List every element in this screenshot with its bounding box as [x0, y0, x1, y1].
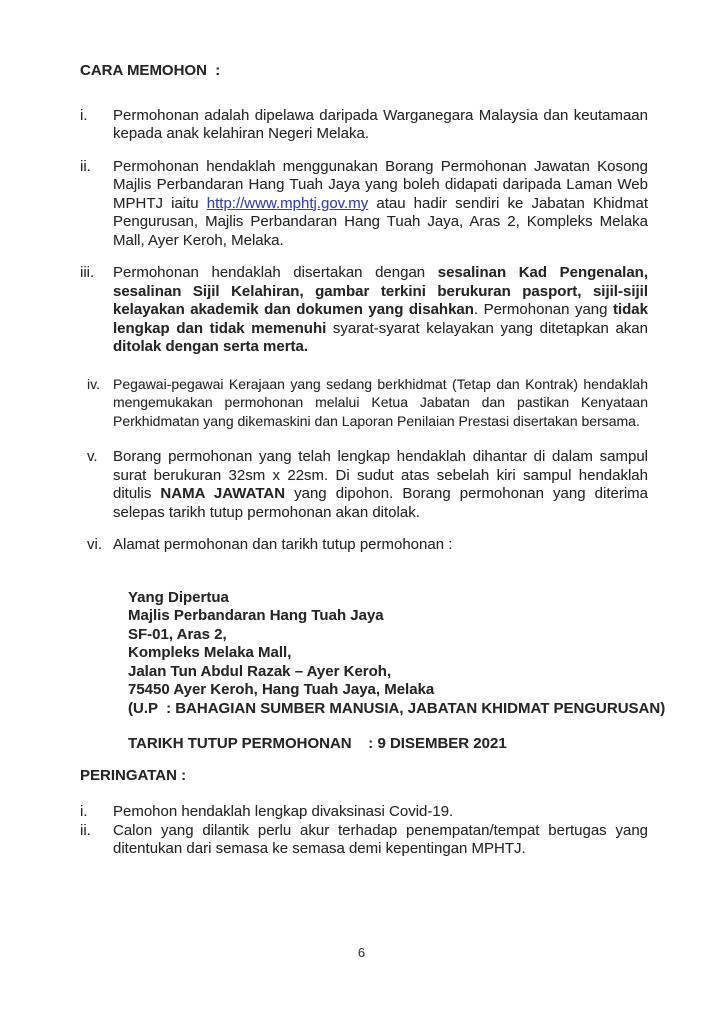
list-item-v: [80, 448, 648, 522]
address-line-city: 75450 Ayer Keroh, Hang Tuah Jaya, Melaka: [128, 681, 435, 698]
peringatan-item-ii: [80, 822, 648, 859]
list-item-text: Calon yang dilantik perlu akur terhadap penempatan/tempat bertugas yang ditentukan dari semasa ke semasa demi kepentingan MPHTJ.: [113, 821, 648, 857]
list-item-iii: [80, 264, 648, 357]
list-item-text: Pemohon hendaklah lengkap divaksinasi Covid-19.: [113, 803, 454, 820]
list-marker: ii.: [80, 821, 91, 839]
list-item-text: Permohonan adalah dipelawa daripada Warganegara Malaysia dan keutamaan kepada anak kelahiran Negeri Melaka.: [113, 106, 648, 142]
list-item-ii: [80, 158, 648, 251]
mphtj-website-link[interactable]: http://www.mphtj.gov.my: [206, 194, 369, 212]
page-number: 6: [357, 945, 366, 960]
list-marker: iv.: [87, 375, 100, 392]
address-line-unit: SF-01, Aras 2,: [128, 625, 227, 643]
address-line-attention: (U.P : BAHAGIAN SUMBER MANUSIA, JABATAN KHIDMAT PENGURUSAN): [128, 699, 666, 717]
list-item-iv: [80, 375, 648, 431]
cara-memohon-heading: CARA MEMOHON :: [80, 62, 221, 79]
document-content: [80, 62, 666, 859]
list-marker: ii.: [80, 157, 91, 175]
list-item-i: [80, 107, 648, 144]
list-marker: v.: [87, 448, 98, 465]
list-marker: vi.: [87, 536, 102, 553]
address-line-building: Kompleks Melaka Mall,: [128, 644, 292, 661]
list-marker: i.: [80, 106, 88, 124]
list-marker: i.: [80, 803, 88, 820]
address-line-organisation: Majlis Perbandaran Hang Tuah Jaya: [128, 607, 384, 624]
list-item-text: Borang permohonan yang telah lengkap hendaklah dihantar di dalam sampul surat berukuran 32sm x 22sm. Di sudut atas sebelah kiri sampul hendaklah ditulis NAMA JAWATAN yang dipohon. Borang permohonan yang diterima selepas tarikh tutup permohonan akan ditolak.: [113, 448, 648, 521]
list-item-text: Permohonan hendaklah menggunakan Borang Permohonan Jawatan Kosong Majlis Perbandaran Hang Tuah Jaya yang boleh didapati daripada Laman Web MPHTJ iaitu http://www.mphtj.gov.my atau hadir sendiri ke Jabatan Khidmat Pengurusan, Majlis Perbandaran Hang Tuah Jaya, Aras 2, Kompleks Melaka Mall, Ayer Keroh, Melaka.: [113, 157, 648, 249]
application-address-block: [128, 588, 666, 719]
address-line-recipient: Yang Dipertua: [128, 588, 229, 606]
list-item-text: Alamat permohonan dan tarikh tutup permohonan :: [113, 536, 453, 553]
list-marker: iii.: [80, 264, 95, 281]
peringatan-item-i: [80, 803, 648, 822]
address-line-street: Jalan Tun Abdul Razak – Ayer Keroh,: [128, 662, 392, 680]
list-item-text: Pegawai-pegawai Kerajaan yang sedang berkhidmat (Tetap dan Kontrak) hendaklah mengemukakan permohonan melalui Ketua Jabatan dan pastikan Kenyataan Perkhidmatan yang dikemaskini dan Laporan Penilaian Prestasi disertakan bersama.: [113, 375, 648, 429]
closing-date-line: TARIKH TUTUP PERMOHONAN : 9 DISEMBER 2021: [128, 735, 507, 752]
list-item-vi: [80, 536, 648, 555]
peringatan-heading: PERINGATAN :: [80, 766, 187, 784]
list-item-text: Permohonan hendaklah disertakan dengan sesalinan Kad Pengenalan, sesalinan Sijil Kelahiran, gambar terkini berukuran pasport, sijil-sijil kelayakan akademik dan dokumen yang disahkan. Permohonan yang tidak lengkap dan tidak memenuhi syarat-syarat kelayakan yang ditetapkan akan ditolak dengan serta merta.: [113, 264, 648, 355]
